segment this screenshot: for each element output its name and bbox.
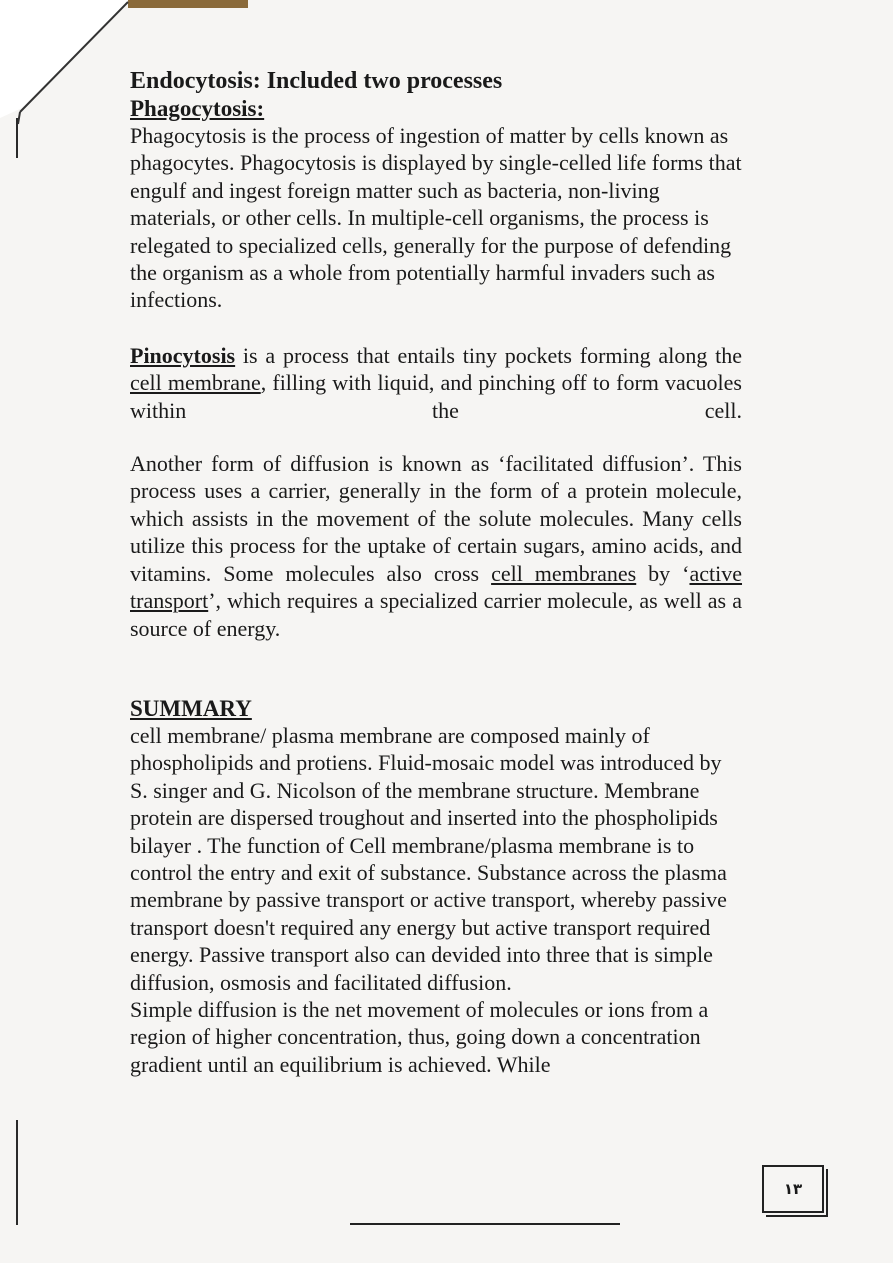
page-heading: Endocytosis: Included two processes xyxy=(130,68,503,94)
pinocytosis-text: , filling with liquid, and pinching off to form vacuoles within the cell. xyxy=(130,370,742,423)
summary-paragraph: cell membrane/ plasma membrane are composed mainly of phospholipids and protiens. Fluid-mosaic model was introduced by S. singer and G. Nicolson of the membrane structure. Membrane protein are dispersed troughout and inserted into the phospholipids bilayer . The function of Cell membrane/plasma membrane is to control the entry and exit of substance. Substance across the plasma membrane by passive transport or active transport, whereby passive transport doesn't required any energy but active transport required energy. Passive transport also can devided into three that is simple diffusion, osmosis and facilitated diffusion. xyxy=(130,722,727,995)
pinocytosis-text: is a process that entails tiny pockets forming along the xyxy=(235,342,742,368)
title-colon: : xyxy=(256,96,265,121)
page-edge-line xyxy=(16,1120,18,1225)
page-number: ١٣ xyxy=(783,1180,803,1198)
summary-section xyxy=(130,696,742,1078)
phagocytosis-section xyxy=(130,96,742,314)
pinocytosis-paragraph xyxy=(130,342,742,424)
facilitated-text: Another form of diffusion is known as ‘facilitated diffusion’. This process uses a carrier, generally in the form of a protein molecule, which assists in the movement of the solute molecules. Many cells utilize this process for the uptake of certain sugars, amino acids, and vitamins. Some molecules also cross xyxy=(130,451,742,586)
page-edge-line xyxy=(16,118,18,158)
paper-tab xyxy=(128,0,248,8)
facilitated-text: by ‘ xyxy=(636,560,690,586)
phagocytosis-title-text: Phagocytosis xyxy=(130,96,257,121)
pinocytosis-term: Pinocytosis xyxy=(130,342,236,368)
active-transport-link[interactable]: active transport xyxy=(130,560,743,614)
facilitated-diffusion-paragraph xyxy=(130,450,742,642)
cell-membrane-link[interactable]: cell membrane xyxy=(130,370,261,396)
page-corner-fold xyxy=(0,0,130,140)
phagocytosis-paragraph: Phagocytosis is the process of ingestion of matter by cells known as phagocytes. Phagocytosis is displayed by single-celled life forms that engulf and ingest foreign matter such as bacteria, non-living materials, or other cells. In multiple-cell organisms, the process is relegated to specialized cells, generally for the purpose of defending the organism as a whole from potentially harmful invaders such as infections. xyxy=(130,123,742,313)
document-body xyxy=(130,66,742,1078)
page-bottom-line xyxy=(350,1223,620,1225)
facilitated-text: ’, which requires a specialized carrier molecule, as well as a source of energy. xyxy=(130,588,742,641)
summary-title: SUMMARY xyxy=(130,695,252,721)
phagocytosis-title xyxy=(130,96,742,122)
page-number-box xyxy=(762,1165,824,1213)
summary-paragraph: Simple diffusion is the net movement of molecules or ions from a region of higher concentration, thus, going down a concentration gradient until an equilibrium is achieved. While xyxy=(130,996,709,1077)
cell-membranes-link[interactable]: cell membranes xyxy=(491,560,637,586)
